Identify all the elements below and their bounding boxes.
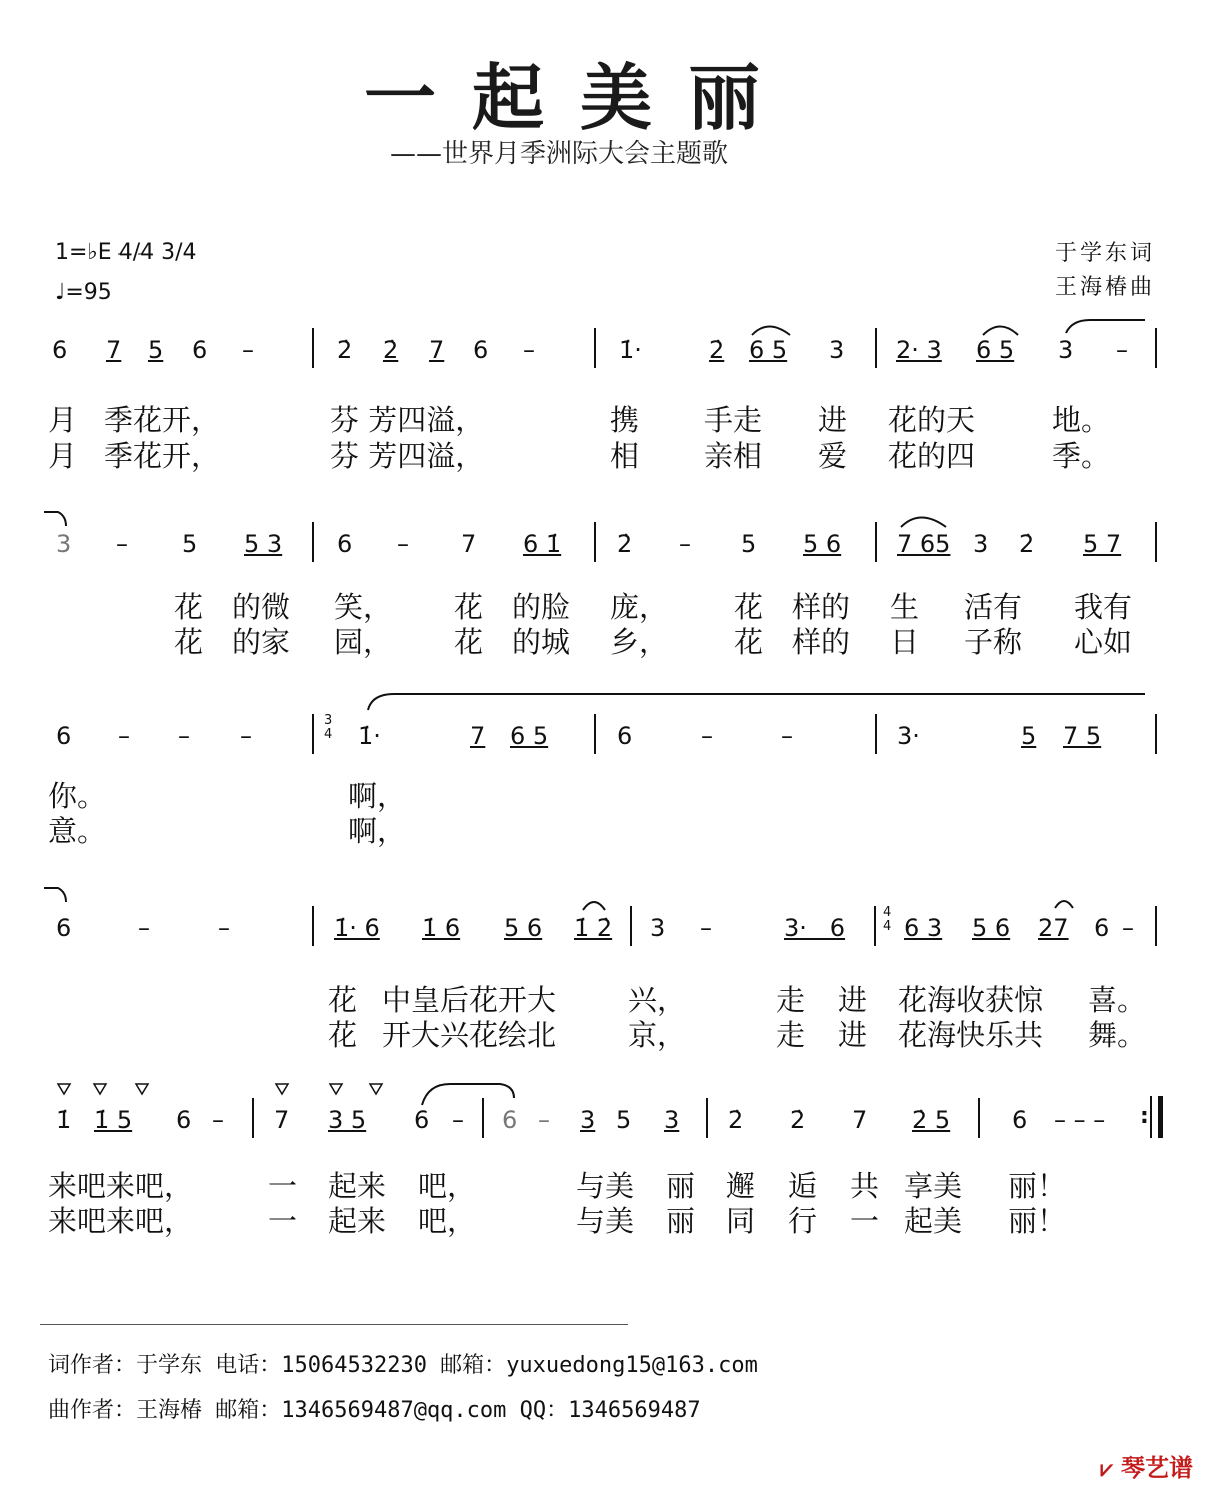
composer-contact: 曲作者：王海椿 邮箱：1346569487@qq.com QQ：1346569487 [48,1398,701,1423]
tempo-marking: ♩=95 [55,280,112,305]
song-subtitle: ——世界月季洲际大会主题歌 [390,139,729,169]
lyricist-credit: 于学东词 [1054,241,1155,266]
time-signature-3-4: 3 4 [324,713,333,742]
watermark-logo: ⩗ 琴艺谱 [1100,1454,1193,1482]
lyricist-contact: 词作者：于学东 电话：15064532230 邮箱：yuxuedong15@163.com [48,1353,758,1378]
time-signature-4-4: 4 4 [883,905,892,934]
song-title: 一起美丽 [363,56,796,140]
key-signature: 1=♭E 4/4 3/4 [55,240,197,265]
repeat-dots: : [1140,1104,1149,1129]
footer-divider [40,1324,628,1325]
composer-credit: 王海椿曲 [1054,275,1155,300]
